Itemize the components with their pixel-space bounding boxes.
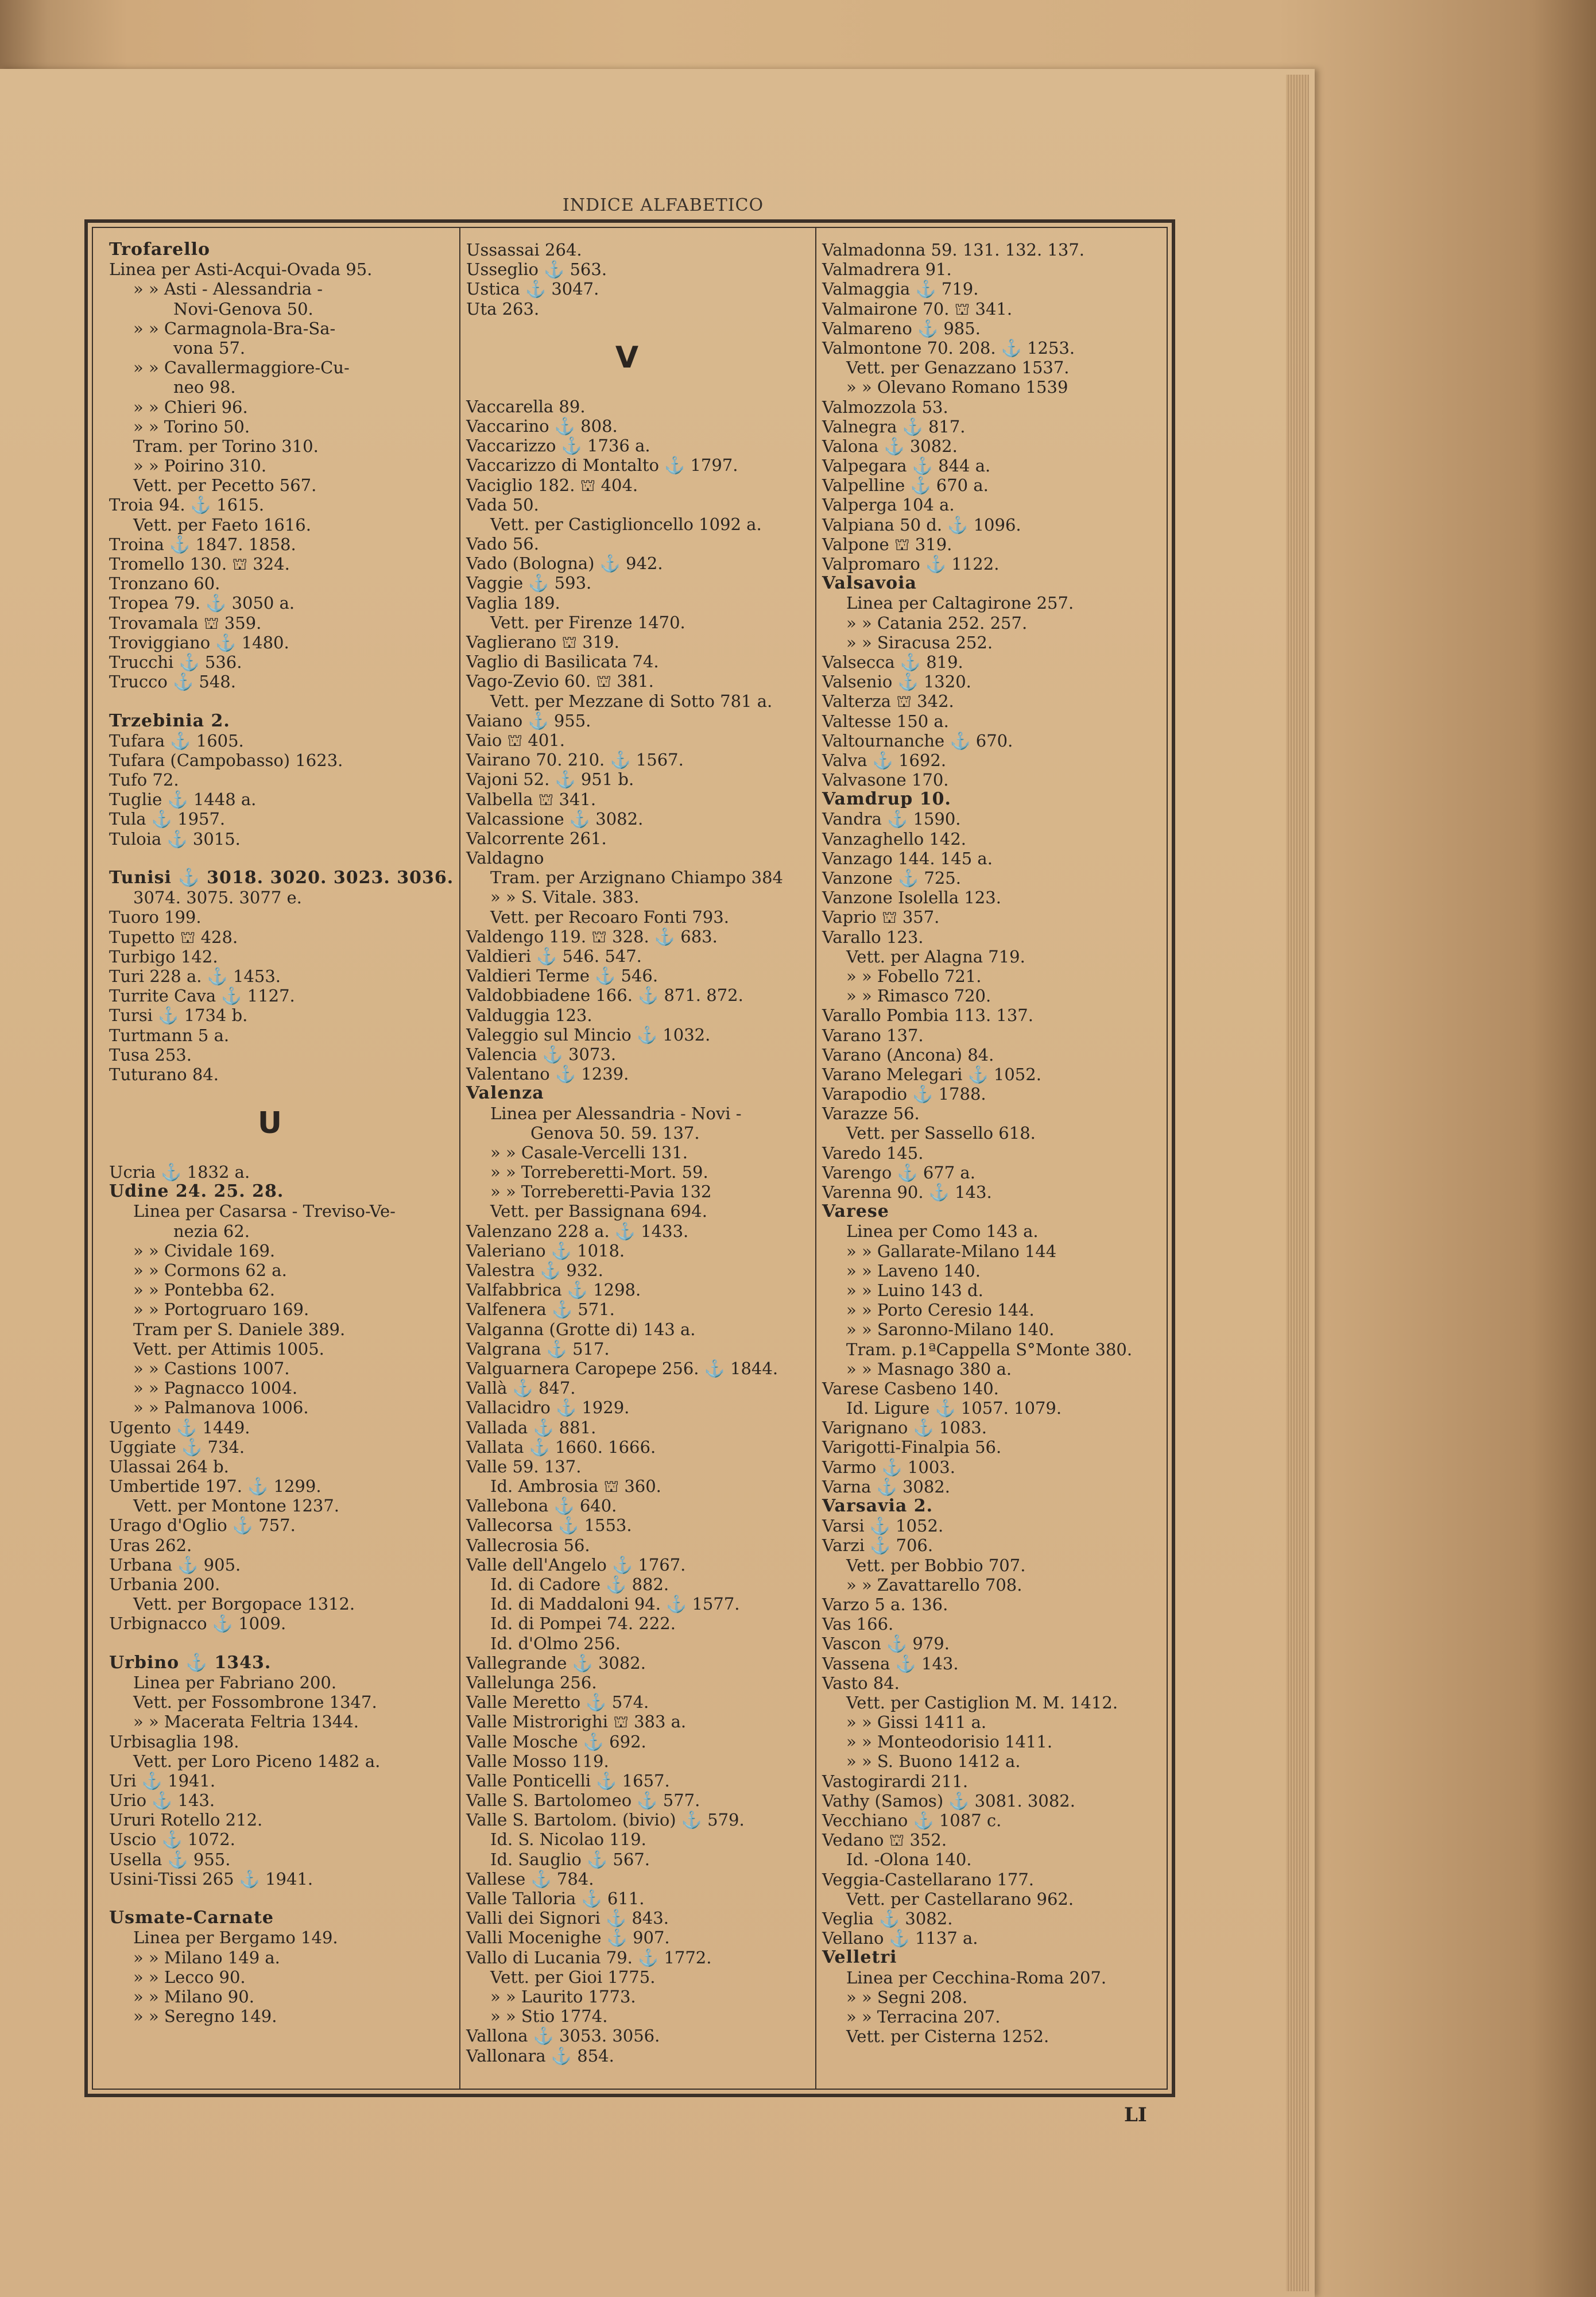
index-entry: » » Cavallermaggiore-Cu-: [133, 358, 350, 378]
index-entry: Usella ⚓ 955.: [109, 1849, 231, 1869]
spacer: [109, 849, 454, 868]
index-entry: Varigotti-Finalpia 56.: [822, 1437, 1002, 1457]
index-entry: Valle Meretto ⚓ 574.: [466, 1692, 649, 1712]
index-entry: Vandra ⚓ 1590.: [822, 809, 961, 829]
index-entry: Valsenio ⚓ 1320.: [822, 672, 971, 692]
spacer: [109, 691, 454, 711]
index-entry: » » Fobello 721.: [846, 966, 982, 986]
index-entry: Varmo ⚓ 1003.: [822, 1457, 955, 1477]
index-entry: Tula ⚓ 1957.: [109, 809, 226, 829]
index-entry: Urbignacco ⚓ 1009.: [109, 1614, 286, 1634]
index-entry: Vastogirardi 211.: [822, 1771, 969, 1791]
index-entry: » » Zavattarello 708.: [846, 1575, 1022, 1595]
index-entry: Valpegara ⚓ 844 a.: [822, 456, 991, 476]
index-entry: Tronzano 60.: [109, 574, 220, 594]
index-entry: Varese Casbeno 140.: [822, 1378, 999, 1398]
index-entry: Turi 228 a. ⚓ 1453.: [109, 966, 281, 986]
index-entry: Vaprio ⛫ 357.: [822, 907, 940, 927]
index-entry: Vallelunga 256.: [466, 1672, 597, 1692]
index-entry: Vett. per Cisterna 1252.: [846, 2027, 1049, 2047]
index-entry: Urbisaglia 198.: [109, 1731, 239, 1751]
index-entry: Vascon ⚓ 979.: [822, 1634, 950, 1654]
index-entry: Valona ⚓ 3082.: [822, 436, 958, 456]
index-entry: Vett. per Bassignana 694.: [490, 1201, 707, 1221]
index-entry: Vett. per Genazzano 1537.: [846, 358, 1070, 378]
index-entry: Vas 166.: [822, 1614, 894, 1634]
index-entry: Id. di Maddaloni 94. ⚓ 1577.: [490, 1594, 740, 1614]
index-entry: » » Asti - Alessandria -: [133, 279, 323, 299]
index-entry: » » Milano 149 a.: [133, 1947, 280, 1967]
index-entry: Ustica ⚓ 3047.: [466, 279, 599, 299]
index-entry: Valle Ponticelli ⚓ 1657.: [466, 1770, 670, 1791]
index-entry: Ururi Rotello 212.: [109, 1810, 263, 1830]
index-entry: Vathy (Samos) ⚓ 3081. 3082.: [822, 1791, 1075, 1811]
index-entry: Tromello 130. ⛫ 324.: [109, 554, 290, 574]
index-entry: Valguarnera Caropepe 256. ⚓ 1844.: [466, 1358, 778, 1378]
index-entry: Varzo 5 a. 136.: [822, 1594, 948, 1614]
index-entry: Vanzaghello 142.: [822, 829, 967, 849]
index-entry: Varedo 145.: [822, 1143, 924, 1163]
index-entry: Tram per S. Daniele 389.: [133, 1319, 346, 1339]
index-entry: » » Laveno 140.: [846, 1260, 981, 1281]
index-entry: Valle Mistrorighi ⛫ 383 a.: [466, 1712, 687, 1732]
index-entry: Valmairone 70. ⛫ 341.: [822, 299, 1013, 319]
index-entry: Vaglierano ⛫ 319.: [466, 632, 619, 652]
index-entry: Varano (Ancona) 84.: [822, 1045, 994, 1065]
index-entry: » » Milano 90.: [133, 1986, 254, 2006]
index-entry: » » Pagnacco 1004.: [133, 1378, 298, 1398]
index-entry: Varallo 123.: [822, 927, 924, 947]
index-entry: Varenna 90. ⚓ 143.: [822, 1182, 992, 1202]
index-entry: Turbigo 142.: [109, 946, 218, 966]
running-head: INDICE ALFABETICO: [562, 195, 764, 215]
index-entry: Valpone ⛫ 319.: [822, 534, 952, 554]
index-entry: Tunisi ⚓ 3018. 3020. 3023. 3036.: [109, 868, 454, 888]
index-entry: Tupetto ⛫ 428.: [109, 927, 238, 947]
index-entry: Valestra ⚓ 932.: [466, 1260, 603, 1280]
index-column-1: [109, 240, 454, 2026]
index-entry: Turtmann 5 a.: [109, 1025, 230, 1045]
index-entry: » » Laurito 1773.: [490, 1986, 636, 2006]
index-entry: » » Masnago 380 a.: [846, 1359, 1012, 1379]
index-entry: Valsavoia: [822, 573, 917, 594]
index-entry: Vett. per Castiglioncello 1092 a.: [490, 514, 762, 534]
index-entry: Tusa 253.: [109, 1045, 192, 1065]
index-entry: Valpromaro ⚓ 1122.: [822, 554, 1000, 574]
index-entry: Ulassai 264 b.: [109, 1456, 229, 1476]
index-entry: Linea per Alessandria - Novi -: [490, 1103, 742, 1123]
index-entry: Ucria ⚓ 1832 a.: [109, 1162, 250, 1182]
index-entry: Trofarello: [109, 239, 210, 260]
index-entry: Linea per Como 143 a.: [846, 1221, 1039, 1242]
index-entry: » » Lecco 90.: [133, 1967, 246, 1987]
index-entry: Uggiate ⚓ 734.: [109, 1437, 245, 1457]
index-entry: Trucco ⚓ 548.: [109, 672, 236, 692]
index-entry: Vallo di Lucania 79. ⚓ 1772.: [466, 1947, 712, 1967]
index-entry: Vamdrup 10.: [822, 789, 951, 810]
index-entry: Vaccarizzo ⚓ 1736 a.: [466, 436, 650, 456]
index-entry: Valmareno ⚓ 985.: [822, 318, 981, 338]
index-entry: Vett. per Firenze 1470.: [490, 612, 685, 632]
index-column-3: [822, 240, 1167, 2046]
index-entry: Usini-Tissi 265 ⚓ 1941.: [109, 1869, 313, 1889]
index-entry: Vajoni 52. ⚓ 951 b.: [466, 769, 634, 790]
column-rule-2: [815, 227, 816, 2090]
section-letter: U: [257, 1106, 282, 1141]
index-entry: Vett. per Recoaro Fonti 793.: [490, 907, 729, 927]
index-entry: Vett. per Pecetto 567.: [133, 475, 317, 496]
index-entry: Valentano ⚓ 1239.: [466, 1064, 629, 1084]
index-entry: Tuturano 84.: [109, 1064, 219, 1084]
index-entry: Vett. per Borgopace 1312.: [133, 1594, 355, 1614]
index-entry: Urago d'Oglio ⚓ 757.: [109, 1515, 296, 1536]
index-entry: Veggia-Castellarano 177.: [822, 1869, 1035, 1889]
index-entry: Valgrana ⚓ 517.: [466, 1339, 610, 1359]
index-entry: Troviggiano ⚓ 1480.: [109, 632, 289, 652]
index-entry: Id. Ligure ⚓ 1057. 1079.: [846, 1398, 1062, 1418]
index-entry: Vett. per Fossombrone 1347.: [133, 1692, 377, 1712]
index-entry: Turrite Cava ⚓ 1127.: [109, 986, 295, 1006]
spacer: [109, 1889, 454, 1908]
index-entry: Valle dell'Angelo ⚓ 1767.: [466, 1554, 686, 1575]
index-entry: » » Macerata Feltria 1344.: [133, 1712, 359, 1732]
index-entry: Valle Talloria ⚓ 611.: [466, 1889, 645, 1908]
index-entry: » » Siracusa 252.: [846, 632, 993, 652]
index-entry: Vada 50.: [466, 494, 539, 515]
index-entry: Valle Mosche ⚓ 692.: [466, 1731, 646, 1751]
index-entry: » » Catania 252. 257.: [846, 613, 1028, 633]
index-entry: » » Palmanova 1006.: [133, 1398, 309, 1418]
index-entry: Valdieri ⚓ 546. 547.: [466, 946, 642, 966]
index-entry: » » Porto Ceresio 144.: [846, 1300, 1035, 1320]
index-entry: » » Pontebba 62.: [133, 1280, 275, 1300]
index-entry: Vett. per Montone 1237.: [133, 1496, 340, 1516]
index-entry: Valbella ⛫ 341.: [466, 789, 596, 809]
index-entry: Urbania 200.: [109, 1575, 220, 1594]
index-entry: » » Luino 143 d.: [846, 1280, 983, 1300]
index-entry: Valle S. Bartolom. (bivio) ⚓ 579.: [466, 1810, 745, 1830]
index-entry: » » Torreberetti-Pavia 132: [490, 1182, 712, 1202]
index-entry: Vasto 84.: [822, 1673, 900, 1693]
index-entry: Vallebona ⚓ 640.: [466, 1496, 617, 1516]
index-entry: » » Torreberetti-Mort. 59.: [490, 1162, 708, 1182]
index-entry: Vaccarella 89.: [466, 396, 586, 416]
index-entry: Vaggie ⚓ 593.: [466, 573, 592, 593]
index-entry: » » S. Vitale. 383.: [490, 887, 640, 907]
index-entry: » » Segni 208.: [846, 1987, 968, 2007]
index-entry: Velletri: [822, 1947, 897, 1968]
index-entry: Novi-Genova 50.: [173, 299, 313, 319]
index-entry: Valmontone 70. 208. ⚓ 1253.: [822, 338, 1075, 358]
index-entry: » » Seregno 149.: [133, 2006, 277, 2027]
index-entry: Vecchiano ⚓ 1087 c.: [822, 1811, 1002, 1830]
index-entry: Valeriano ⚓ 1018.: [466, 1240, 625, 1260]
index-entry: Valfabbrica ⚓ 1298.: [466, 1280, 641, 1300]
index-entry: » » Chieri 96.: [133, 397, 248, 417]
index-entry: » » Monteodorisio 1411.: [846, 1732, 1053, 1752]
index-entry: Id. S. Nicolao 119.: [490, 1830, 646, 1850]
index-entry: 3074. 3075. 3077 e.: [133, 888, 302, 908]
index-entry: Valvasone 170.: [822, 770, 949, 790]
index-entry: Trovamala ⛫ 359.: [109, 613, 262, 633]
index-entry: Genova 50. 59. 137.: [530, 1123, 700, 1143]
index-entry: Valenzano 228 a. ⚓ 1433.: [466, 1221, 689, 1241]
index-entry: Valli Mocenighe ⚓ 907.: [466, 1928, 670, 1948]
index-entry: » » Stio 1774.: [490, 2006, 608, 2027]
index-entry: Ussassai 264.: [466, 240, 582, 260]
index-entry: Id. di Cadore ⚓ 882.: [490, 1575, 669, 1594]
index-entry: Usseglio ⚓ 563.: [466, 260, 607, 280]
index-entry: Id. Sauglio ⚓ 567.: [490, 1849, 650, 1869]
index-entry: Umbertide 197. ⚓ 1299.: [109, 1476, 321, 1496]
index-entry: Tropea 79. ⚓ 3050 a.: [109, 593, 295, 613]
index-entry: » » Torino 50.: [133, 416, 250, 436]
index-entry: Varese: [822, 1201, 889, 1222]
index-entry: Vaglio di Basilicata 74.: [466, 652, 659, 672]
index-entry: Vallata ⚓ 1660. 1666.: [466, 1437, 656, 1457]
index-entry: Tuloia ⚓ 3015.: [109, 829, 241, 849]
index-entry: Varignano ⚓ 1083.: [822, 1418, 987, 1438]
index-entry: Vett. per Sassello 618.: [846, 1123, 1036, 1143]
index-entry: Valtournanche ⚓ 670.: [822, 730, 1013, 751]
index-entry: Ugento ⚓ 1449.: [109, 1417, 250, 1437]
index-entry: » » Casale-Vercelli 131.: [490, 1142, 688, 1162]
index-entry: Linea per Fabriano 200.: [133, 1672, 337, 1692]
index-entry: Valva ⚓ 1692.: [822, 750, 947, 770]
index-entry: Varano 137.: [822, 1025, 924, 1045]
index-entry: Vett. per Mezzane di Sotto 781 a.: [490, 691, 773, 711]
spacer: [109, 1634, 454, 1653]
index-entry: Vett. per Castellarano 962.: [846, 1889, 1074, 1909]
index-entry: Valpelline ⚓ 670 a.: [822, 475, 989, 496]
index-entry: Varapodio ⚓ 1788.: [822, 1084, 986, 1104]
index-entry: Usmate-Carnate: [109, 1908, 274, 1928]
index-entry: Vallacidro ⚓ 1929.: [466, 1398, 630, 1418]
index-entry: Urbana ⚓ 905.: [109, 1554, 241, 1575]
index-entry: Valcorrente 261.: [466, 828, 607, 848]
index-entry: Vairano 70. 210. ⚓ 1567.: [466, 750, 684, 770]
index-entry: Vaccarizzo di Montalto ⚓ 1797.: [466, 455, 738, 475]
index-entry: Linea per Casarsa - Treviso-Ve-: [133, 1201, 396, 1221]
index-entry: Valsecca ⚓ 819.: [822, 652, 963, 672]
index-entry: Valnegra ⚓ 817.: [822, 416, 966, 436]
index-entry: Valduggia 123.: [466, 1005, 592, 1025]
index-entry: Linea per Caltagirone 257.: [846, 593, 1074, 613]
index-entry: Vanzone Isolella 123.: [822, 888, 1001, 908]
index-entry: Udine 24. 25. 28.: [109, 1181, 284, 1202]
index-entry: Varazze 56.: [822, 1104, 920, 1124]
index-entry: Troia 94. ⚓ 1615.: [109, 495, 265, 515]
index-entry: Valdagno: [466, 848, 544, 868]
index-entry: Vaiano ⚓ 955.: [466, 710, 591, 730]
index-entry: Valdobbiadene 166. ⚓ 871. 872.: [466, 985, 743, 1006]
index-entry: Vago-Zevio 60. ⛫ 381.: [466, 671, 654, 691]
index-entry: Vett. per Bobbio 707.: [846, 1555, 1026, 1575]
index-entry: Tram. per Torino 310.: [133, 436, 319, 456]
index-entry: Uscio ⚓ 1072.: [109, 1830, 235, 1850]
index-entry: » » S. Buono 1412 a.: [846, 1751, 1021, 1772]
index-entry: Vett. per Castiglion M. M. 1412.: [846, 1692, 1118, 1712]
section-letter: V: [615, 340, 639, 375]
index-entry: Tufara ⚓ 1605.: [109, 730, 244, 751]
column-rule-1: [459, 227, 460, 2090]
index-entry: Vett. per Attimis 1005.: [133, 1339, 324, 1359]
index-entry: Valmozzola 53.: [822, 397, 948, 417]
index-entry: » » Rimasco 720.: [846, 986, 991, 1006]
index-entry: » » Terracina 207.: [846, 2006, 1001, 2027]
index-entry: Valle 59. 137.: [466, 1456, 582, 1476]
index-entry: Vallecorsa ⚓ 1553.: [466, 1515, 632, 1536]
index-entry: Uri ⚓ 1941.: [109, 1770, 216, 1791]
index-entry: Vallegrande ⚓ 3082.: [466, 1653, 646, 1673]
index-entry: Valperga 104 a.: [822, 495, 955, 515]
index-entry: Uras 262.: [109, 1535, 192, 1555]
index-entry: » » Gallarate-Milano 144: [846, 1241, 1057, 1261]
index-entry: » » Portogruaro 169.: [133, 1300, 309, 1320]
index-entry: Urio ⚓ 143.: [109, 1791, 215, 1811]
index-entry: Veglia ⚓ 3082.: [822, 1908, 953, 1928]
index-entry: » » Gissi 1411 a.: [846, 1712, 987, 1733]
index-entry: Valtesse 150 a.: [822, 711, 949, 731]
index-entry: Vett. per Loro Piceno 1482 a.: [133, 1751, 381, 1771]
index-entry: Valcassione ⚓ 3082.: [466, 809, 644, 829]
index-column-2: [466, 240, 811, 2066]
index-entry: Vallà ⚓ 847.: [466, 1378, 576, 1398]
index-entry: Valterza ⛫ 342.: [822, 691, 954, 711]
index-entry: Troina ⚓ 1847. 1858.: [109, 534, 296, 554]
index-entry: » » Cividale 169.: [133, 1240, 276, 1260]
index-entry: Uta 263.: [466, 299, 540, 319]
index-entry: Vallona ⚓ 3053. 3056.: [466, 2026, 660, 2046]
index-entry: Varallo Pombia 113. 137.: [822, 1006, 1033, 1026]
index-entry: Vaglia 189.: [466, 593, 560, 613]
index-entry: Valpiana 50 d. ⚓ 1096.: [822, 515, 1021, 535]
index-entry: Vett. per Faeto 1616.: [133, 515, 311, 535]
index-entry: Vaccarino ⚓ 808.: [466, 416, 618, 436]
index-entry: » » Carmagnola-Bra-Sa-: [133, 318, 336, 338]
index-entry: Varsavia 2.: [822, 1496, 933, 1516]
index-entry: Tursi ⚓ 1734 b.: [109, 1006, 248, 1026]
index-entry: Tuoro 199.: [109, 907, 202, 927]
index-entry: Valmaggia ⚓ 719.: [822, 279, 979, 299]
index-entry: Vado 56.: [466, 534, 539, 554]
index-entry: Urbino ⚓ 1343.: [109, 1652, 272, 1673]
index-entry: » » Olevano Romano 1539: [846, 377, 1068, 397]
index-entry: » » Castions 1007.: [133, 1358, 290, 1378]
index-entry: neo 98.: [173, 377, 236, 397]
index-entry: Valle Mosso 119.: [466, 1751, 609, 1771]
index-entry: Trucchi ⚓ 536.: [109, 652, 242, 672]
index-entry: nezia 62.: [173, 1221, 250, 1241]
index-entry: Valganna (Grotte di) 143 a.: [466, 1319, 696, 1339]
index-entry: Tufo 72.: [109, 770, 179, 790]
index-entry: Id. di Pompei 74. 222.: [490, 1614, 676, 1634]
index-entry: Tufara (Campobasso) 1623.: [109, 750, 343, 770]
index-entry: Vedano ⛫ 352.: [822, 1830, 947, 1850]
index-entry: Linea per Bergamo 149.: [133, 1928, 338, 1948]
index-entry: Valmadrera 91.: [822, 260, 952, 280]
index-entry: Vallada ⚓ 881.: [466, 1417, 596, 1437]
index-entry: Varengo ⚓ 677 a.: [822, 1162, 975, 1182]
index-entry: » » Saronno-Milano 140.: [846, 1320, 1055, 1340]
index-entry: Varna ⚓ 3082.: [822, 1476, 950, 1496]
index-entry: » » Poirino 310.: [133, 456, 267, 476]
index-entry: Id. -Olona 140.: [846, 1850, 972, 1870]
index-entry: » » Cormons 62 a.: [133, 1260, 287, 1280]
index-entry: Vett. per Gioi 1775.: [490, 1967, 656, 1987]
index-entry: Tuglie ⚓ 1448 a.: [109, 790, 257, 810]
index-entry: Trzebinia 2.: [109, 710, 230, 731]
index-entry: Vallonara ⚓ 854.: [466, 2045, 614, 2066]
index-entry: Valli dei Signori ⚓ 843.: [466, 1908, 669, 1928]
index-entry: Vellano ⚓ 1137 a.: [822, 1928, 978, 1948]
index-entry: Valeggio sul Mincio ⚓ 1032.: [466, 1024, 711, 1045]
index-entry: Vanzago 144. 145 a.: [822, 848, 993, 868]
index-entry: Valdengo 119. ⛫ 328. ⚓ 683.: [466, 926, 718, 946]
index-entry: Valfenera ⚓ 571.: [466, 1300, 615, 1320]
index-entry: Vaciglio 182. ⛫ 404.: [466, 475, 638, 495]
index-entry: Id. d'Olmo 256.: [490, 1633, 621, 1653]
index-entry: Linea per Cecchina-Roma 207.: [846, 1967, 1107, 1987]
index-entry: Valle S. Bartolomeo ⚓ 577.: [466, 1791, 700, 1811]
index-entry: vona 57.: [173, 338, 246, 358]
index-entry: Varsi ⚓ 1052.: [822, 1516, 944, 1536]
index-entry: Id. Ambrosia ⛫ 360.: [490, 1476, 661, 1496]
index-entry: Vallese ⚓ 784.: [466, 1869, 594, 1889]
index-entry: Varzi ⚓ 706.: [822, 1536, 933, 1556]
index-entry: Valencia ⚓ 3073.: [466, 1044, 617, 1064]
index-entry: Vaio ⛫ 401.: [466, 730, 565, 750]
index-entry: Linea per Asti-Acqui-Ovada 95.: [109, 260, 373, 280]
index-entry: Tram. per Arzignano Chiampo 384: [490, 868, 784, 888]
page-edges: [1286, 75, 1309, 2291]
index-entry: Varano Melegari ⚓ 1052.: [822, 1064, 1041, 1084]
index-entry: Valenza: [466, 1083, 544, 1104]
index-entry: Valmadonna 59. 131. 132. 137.: [822, 240, 1085, 260]
index-entry: Vallecrosia 56.: [466, 1535, 590, 1555]
index-entry: Vett. per Alagna 719.: [846, 946, 1025, 966]
index-entry: Tram. p.1ªCappella S°Monte 380.: [846, 1339, 1133, 1359]
page-number: LI: [1124, 2103, 1147, 2126]
index-entry: Vanzone ⚓ 725.: [822, 868, 961, 888]
index-entry: Valdieri Terme ⚓ 546.: [466, 966, 658, 986]
index-entry: Vassena ⚓ 143.: [822, 1653, 959, 1673]
index-entry: Vado (Bologna) ⚓ 942.: [466, 554, 663, 574]
